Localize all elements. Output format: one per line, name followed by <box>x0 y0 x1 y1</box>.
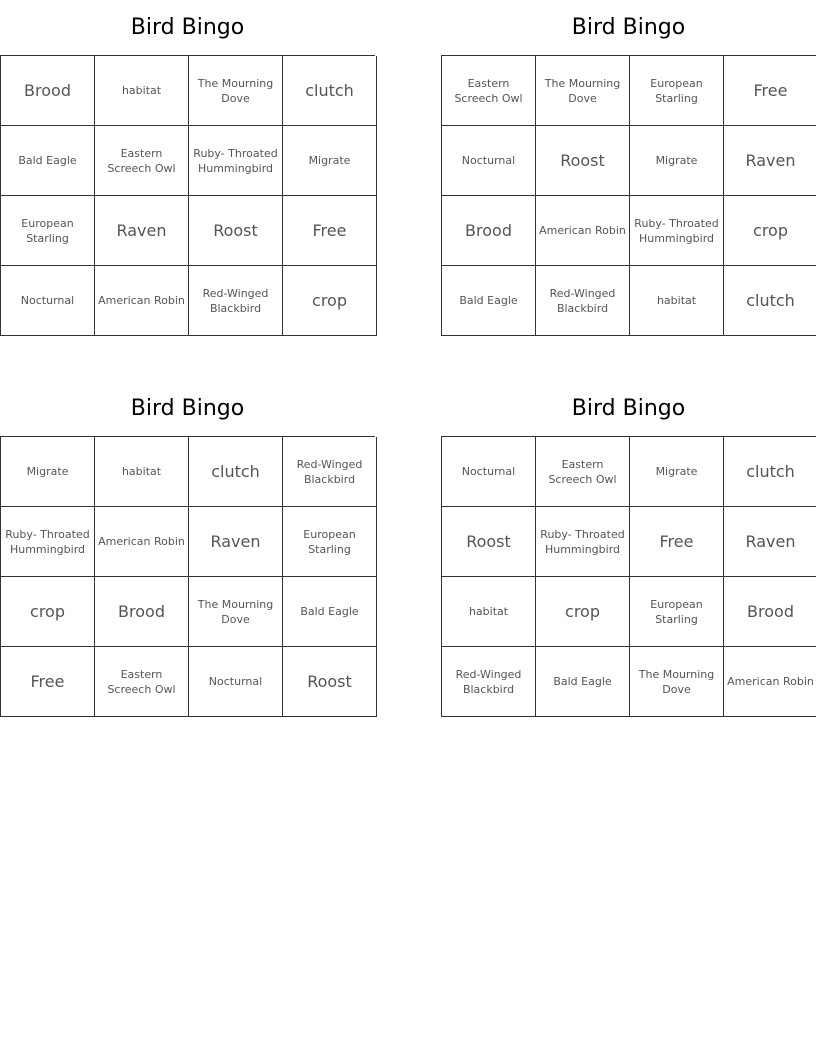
bingo-cell: European Starling <box>630 577 724 647</box>
bingo-card-1 <box>0 12 375 336</box>
card-title: Bird Bingo <box>571 396 686 421</box>
bingo-cell: Raven <box>95 196 189 266</box>
bingo-grid <box>441 55 816 336</box>
bingo-cell: Roost <box>189 196 283 266</box>
bingo-cell: Free <box>630 507 724 577</box>
card-title: Bird Bingo <box>571 15 686 40</box>
bingo-cell: Bald Eagle <box>283 577 377 647</box>
card-title: Bird Bingo <box>130 15 245 40</box>
bingo-cell: Raven <box>189 507 283 577</box>
bingo-cell: Brood <box>1 56 95 126</box>
bingo-card-3 <box>0 393 375 717</box>
bingo-cell: Raven <box>724 507 816 577</box>
bingo-cell: habitat <box>95 56 189 126</box>
bingo-cell: Brood <box>442 196 536 266</box>
bingo-cell: Roost <box>283 647 377 717</box>
bingo-cell: Ruby- Throated Hummingbird <box>1 507 95 577</box>
bingo-cell: Brood <box>724 577 816 647</box>
bingo-cell: clutch <box>724 437 816 507</box>
bingo-cell: Bald Eagle <box>442 266 536 336</box>
bingo-cell: European Starling <box>283 507 377 577</box>
bingo-cell: American Robin <box>536 196 630 266</box>
bingo-cell: Bald Eagle <box>536 647 630 717</box>
bingo-cell: habitat <box>442 577 536 647</box>
bingo-cell: Roost <box>536 126 630 196</box>
bingo-cell: The Mourning Dove <box>189 577 283 647</box>
bingo-cell: Red-Winged Blackbird <box>283 437 377 507</box>
bingo-cell: Nocturnal <box>189 647 283 717</box>
bingo-cell: Free <box>724 56 816 126</box>
bingo-cell: Migrate <box>630 126 724 196</box>
bingo-cell: crop <box>283 266 377 336</box>
bingo-grid <box>0 55 375 336</box>
bingo-cell: The Mourning Dove <box>630 647 724 717</box>
bingo-cell: Red-Winged Blackbird <box>189 266 283 336</box>
bingo-cell: Migrate <box>283 126 377 196</box>
bingo-cell: Ruby- Throated Hummingbird <box>536 507 630 577</box>
bingo-cell: habitat <box>630 266 724 336</box>
bingo-cell: Nocturnal <box>442 126 536 196</box>
bingo-cell: Bald Eagle <box>1 126 95 196</box>
bingo-cell: Eastern Screech Owl <box>95 647 189 717</box>
bingo-cell: American Robin <box>95 507 189 577</box>
bingo-cell: Brood <box>95 577 189 647</box>
bingo-cell: Roost <box>442 507 536 577</box>
bingo-cell: Raven <box>724 126 816 196</box>
bingo-cell: crop <box>536 577 630 647</box>
bingo-cell: Red-Winged Blackbird <box>536 266 630 336</box>
bingo-cell: European Starling <box>630 56 724 126</box>
bingo-cell: crop <box>724 196 816 266</box>
bingo-cell: Eastern Screech Owl <box>536 437 630 507</box>
bingo-cell: Free <box>283 196 377 266</box>
bingo-cell: American Robin <box>724 647 816 717</box>
bingo-cell: Nocturnal <box>1 266 95 336</box>
bingo-cell: Free <box>1 647 95 717</box>
bingo-cell: Ruby- Throated Hummingbird <box>189 126 283 196</box>
bingo-cell: Migrate <box>630 437 724 507</box>
bingo-cell: Nocturnal <box>442 437 536 507</box>
bingo-cell: Eastern Screech Owl <box>95 126 189 196</box>
bingo-cell: habitat <box>95 437 189 507</box>
bingo-cell: European Starling <box>1 196 95 266</box>
bingo-cell: Eastern Screech Owl <box>442 56 536 126</box>
bingo-cell: clutch <box>189 437 283 507</box>
bingo-cell: clutch <box>283 56 377 126</box>
bingo-cell: The Mourning Dove <box>189 56 283 126</box>
bingo-cell: Red-Winged Blackbird <box>442 647 536 717</box>
bingo-cell: Ruby- Throated Hummingbird <box>630 196 724 266</box>
bingo-card-2 <box>441 12 816 336</box>
bingo-cell: The Mourning Dove <box>536 56 630 126</box>
bingo-grid <box>441 436 816 717</box>
bingo-cell: clutch <box>724 266 816 336</box>
bingo-card-4 <box>441 393 816 717</box>
card-title: Bird Bingo <box>130 396 245 421</box>
bingo-cell: American Robin <box>95 266 189 336</box>
bingo-grid <box>0 436 375 717</box>
bingo-cell: crop <box>1 577 95 647</box>
bingo-cell: Migrate <box>1 437 95 507</box>
